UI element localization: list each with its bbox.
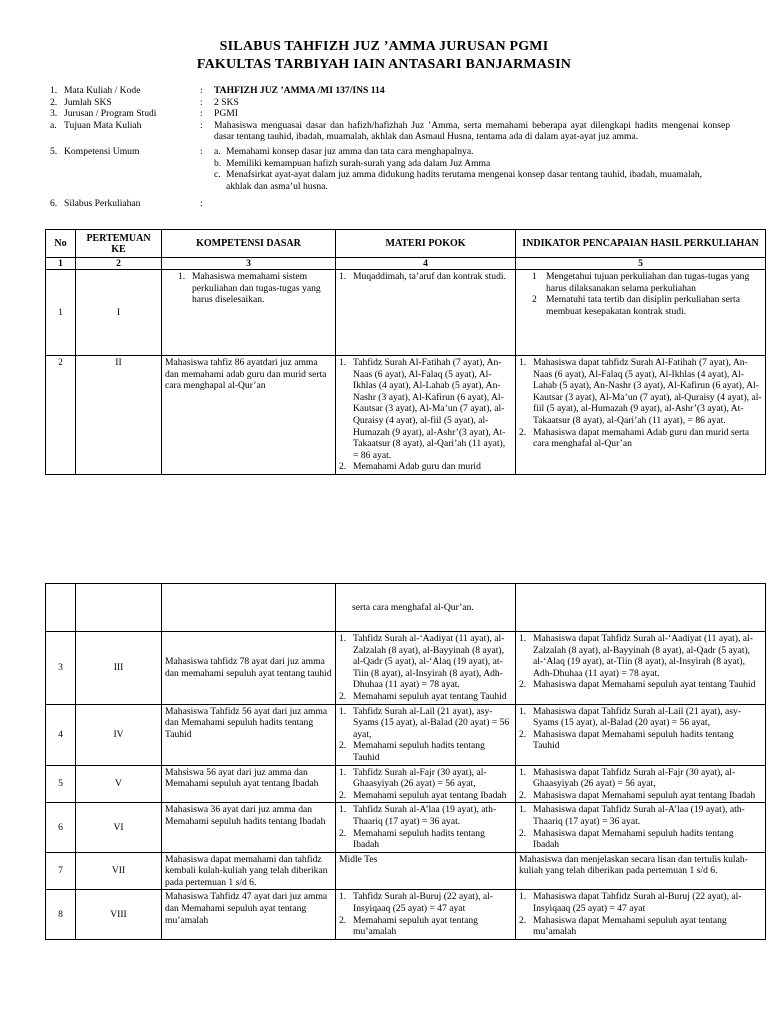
table-row: 6 VI Mahasiswa 36 ayat dari juz amma dan Memahami sepuluh hadits tentang Ibadah 1. Tahfidz Surah al-A’laa (19 ayat), ath-Thaariq (17 ayat) = 36 ayat. 2. Memahami sepuluh hadits tentang Ibadah 1. Mahasiswa dapat Tahfidz Surah al-A’laa (19 ayat), ath-Thaariq (17 ayat) = 36 ayat. 2. Mahasiswa dapat Memahami sepuluh hadits tentang Ibadah [46,803,766,852]
list-item: 2. Mahasiswa dapat memahami Adab guru dan murid serta cara menghafal al-Qur’an [519,426,750,450]
materi-list [339,633,512,703]
materi-list [339,804,512,850]
header-kompetensi: KOMPETENSI DASAR [162,230,336,258]
materi-list [339,767,512,802]
list-item: 2. Memahami sepuluh ayat tentang Tauhid [339,690,507,702]
course-code: TAHFIZH JUZ ’AMMA /MI 137/INS 114 [214,85,385,96]
list-item: a. Memahami konsep dasar juz amma dan tata cara menghapalnya. [214,145,474,157]
table-row: 8 VIII Mahasiswa Tahfidz 47 ayat dari juz amma dan Memahami sepuluh ayat tentang mu’amalah 1. Tahfidz Surah al-Buruj (22 ayat), al-Insyiqaaq (25 ayat) = 47 ayat 2. Memahami sepuluh ayat tentang mu’amalah 1. Mahasiswa dapat Tahfidz Surah al-Buruj (22 ayat), al-Insyiqaaq (25 ayat) = 47 ayat 2. Mahasiswa dapat Memahami sepuluh ayat tentang mu’amalah [46,890,766,939]
list-item: 2. Memahami sepuluh ayat tentang Ibadah [339,789,507,801]
list-item: 1. Tahfidz Surah al-A’laa (19 ayat), ath-Thaariq (17 ayat) = 36 ayat. [339,804,497,827]
indikator-list [519,633,762,691]
materi-list [339,357,512,473]
list-item: 2. Mahasiswa dapat Memahami sepuluh ayat tentang Ibadah [519,789,756,801]
materi-list [339,271,512,283]
list-item: 1. Tahfidz Surah Al-Fatihah (7 ayat), An-Naas (6 ayat), Al-Falaq (5 ayat), Al-Ikhlas (4 ayat), Al-Lahab (5 ayat), An-Nashr (3 ayat), Al-Kafirun (6 ayat), Al-Kautsar (3 ayat), Al-Ma’un (7 ayat), al-Quraisy (4 ayat), al-fiil (5 ayat), al-Humazah (9 ayat), al-Ashr’(3 ayat), At-Takaatsur (8 ayat), al-Qari’ah (11 ayat), = 86 ayat. [339,357,506,461]
list-item: c. Menafsirkat ayat-ayat dalam juz amma didukung hadits terutama mengenai konsep dasar tentang tauhid, ibadah, muamalah, akhlak dan asma’ul husna. [214,169,703,192]
info-tujuan: a. Tujuan Mata Kuliah : Mahasiswa menguasai dasar dan hafizh/hafizhah Juz ’Amma, serta memahami beberapa ayat dilengkapi hadits mengenai konsep dasar tentang tauhid, ibadah, muamalah, akhlak dan Asmaul Husna, tentama ada di dalam ayat-ayat juz amma. [50,119,730,143]
list-item: 1. Mahasiswa dapat Tahfidz Surah al-Buruj (22 ayat), al-Insyiqaaq (25 ayat) = 47 ayat [519,891,742,915]
list-item: 2. Memahami sepuluh hadits tentang Tauhid [339,740,485,763]
info-mata-kuliah: 1. Mata Kuliah / Kode : TAHFIZH JUZ ’AMMA /MI 137/INS 114 [50,85,730,97]
table-row: 5 V Mahsiswa 56 ayat dari juz amma dan Memahami sepuluh ayat tentang Ibadah 1. Tahfidz Surah al-Fajr (30 ayat), al-Ghaasyiyah (26 ayat) = 56 ayat, 2. Memahami sepuluh ayat tentang Ibadah 1. Mahasiswa dapat Tahfidz Surah al-Fajr (30 ayat), al-Ghaasyiyah (26 ayat) = 56 ayat, 2. Mahasiswa dapat Memahami sepuluh ayat tentang Ibadah [46,765,766,803]
list-item: 1. Mahasiswa dapat Tahfidz Surah al-Lail (21 ayat), asy-Syams (15 ayat), al-Balad (20 ayat) = 56 ayat, [519,705,742,729]
document-subtitle: FAKULTAS TARBIYAH IAIN ANTASARI BANJARMASIN [196,57,572,72]
indikator-list [519,891,762,937]
table-row: 4 IV Mahasiswa Tahfidz 56 ayat dari juz amma dan Memahami sepuluh hadits tentang Tauhid 1. Tahfidz Surah al-Lail (21 ayat), asy-Syams (15 ayat), al-Balad (20 ayat) = 56 ayat, 2. Memahami sepuluh hadits tentang Tauhid 1. Mahasiswa dapat Tahfidz Surah al-Lail (21 ayat), asy-Syams (15 ayat), al-Balad (20 ayat) = 56 ayat, 2. Mahasiswa dapat Memahami sepuluh hadits tentang Tauhid [46,704,766,765]
list-item: 1. Mahasiswa dapat Tahfidz Surah al-A’laa (19 ayat), ath-Thaariq (17 ayat) = 36 ayat. [519,804,745,827]
table-row: 7 VII Mahasiswa dapat memahami dan tahfidz kembali kulah-kuliah yang telah diberikan pada pertemuan 1 s/d 6. Midle Tes Mahasiswa dan menjelaskan secara lisan dan tertulis kulah-kuliah yang telah diberikan pada pertemuan 1 s/d 6. [46,852,766,890]
table-row: serta cara menghafal al-Qur’an. [46,584,766,632]
column-number-row: 1 2 3 4 5 [46,258,766,270]
header-pertemuan: PERTEMUAN KE [76,230,162,258]
info-kompetensi: 5. Kompetensi Umum : a. Memahami konsep dasar juz amma dan tata cara menghapalnya. b. Memiliki kemampuan hafizh surah-surah yang ada dalam Juz Amma c. Menafsirkat ayat-ayat dalam juz amma didukung hadits terutama mengenai konsep dasar tentang tauhid, ibadah, muamalah, akhlak dan asma’ul husna. [50,146,730,192]
table-row: 3 III Mahasiswa tahfidz 78 ayat dari juz amma dan memahami sepuluh ayat tentang tauhid 1. Tahfidz Surah al-‘Aadiyat (11 ayat), al-Zalzalah (8 ayat), al-Bayyinah (8 ayat), al-Qadr (5 ayat), al-‘Alaq (19 ayat), at-Tiin (8 ayat), al-Insyirah (8 ayat), Adh-Dhuhaa (11 ayat) = 78 ayat. 2. Memahami sepuluh ayat tentang Tauhid 1. Mahasiswa dapat Tahfidz Surah al-‘Aadiyat (11 ayat), al-Zalzalah (8 ayat), al-Bayyinah (8 ayat), al-Qadr (5 ayat), al-‘Alaq (19 ayat), at-Tiin (8 ayat), al-Insyirah (8 ayat), Adh-Dhuhaa (11 ayat) = 78 ayat. 2. Mahasiswa dapat Memahami sepuluh ayat tentang Tauhid [46,632,766,705]
list-item: 1. Tahfidz Surah al-Buruj (22 ayat), al-Insyiqaaq (25 ayat) = 47 ayat [339,891,493,915]
indikator-list [519,357,762,450]
syllabus-table-page2 [45,583,766,940]
list-item: 1. Mahasiswa dapat Tahfidz Surah al-Fajr (30 ayat), al-Ghaasyiyah (26 ayat) = 56 ayat, [519,766,736,790]
header-materi: MATERI POKOK [336,230,516,258]
list-item: 1. Tahfidz Surah al-Fajr (30 ayat), al-Ghaasyiyah (26 ayat) = 56 ayat, [339,766,487,790]
list-item: 1. Tahfidz Surah al-Lail (21 ayat), asy-Syams (15 ayat), al-Balad (20 ayat) = 56 ayat, [339,705,510,740]
materi-list [339,706,512,764]
info-jurusan: 3. Jurusan / Program Studi : PGMI [50,108,238,120]
list-item: 2. Memahami Adab guru dan murid [339,461,481,473]
course-info [50,85,730,210]
indikator-list [519,767,762,802]
list-item: 1. Mahasiswa dapat Tahfidz Surah al-‘Aadiyat (11 ayat), al-Zalzalah (8 ayat), al-Bayyinah (8 ayat), al-Qadr (5 ayat), al-‘Alaq (19 ayat), at-Tiin (8 ayat), al-Insyirah (8 ayat), Adh-Dhuhaa (11 ayat) = 78 ayat. [519,633,753,679]
indikator-list [519,706,762,752]
indikator-list [532,271,762,317]
list-item: 2. Mahasiswa dapat Memahami sepuluh ayat tentang mu’amalah [519,914,727,938]
list-item: 2. Mahasiswa dapat Memahami sepuluh hadits tentang Tauhid [519,728,734,752]
list-item: 2. Memahami sepuluh ayat tentang mu’amalah [339,914,478,938]
materi-list [339,891,512,937]
list-item: 1 Mengetahui tujuan perkuliahan dan tugas-tugas yang harus dilaksanakan selama perkuliahan [532,271,750,294]
header-no: No [46,230,76,258]
list-item: 2 Mematuhi tata tertib dan disiplin perkuliahan serta membuat kesepakatan kontrak studi. [532,294,740,317]
list-item: b. Memiliki kemampuan hafizh surah-surah yang ada dalam Juz Amma [214,157,491,169]
indikator-list [519,804,762,850]
document-title: SILABUS TAHFIZH JUZ ’AMMA JURUSAN PGMI [219,39,549,54]
table-row: 2 II Mahasiswa tahfiz 86 ayatdari juz amma dan memahami adab guru dan murid serta cara menghapal al-Qur’an 1. Tahfidz Surah Al-Fatihah (7 ayat), An-Naas (6 ayat), Al-Falaq (5 ayat), Al-Ikhlas (4 ayat), Al-Lahab (5 ayat), An-Nashr (3 ayat), Al-Kafirun (6 ayat), Al-Kautsar (3 ayat), Al-Ma’un (7 ayat), al-Quraisy (4 ayat), al-fiil (5 ayat), al-Humazah (9 ayat), al-Ashr’(3 ayat), At-Takaatsur (8 ayat), al-Qari’ah (11 ayat), = 86 ayat. 2. Memahami Adab guru dan murid 1. Mahasiswa dapat tahfidz Surah Al-Fatihah (7 ayat), An-Naas (6 ayat), Al-Falaq (5 ayat), Al-Ikhlas (4 ayat), Al-Lahab (5 ayat), An-Nashr (3 ayat), Al-Kafirun (6 ayat), Al-Kautsar (3 ayat), Al-Ma’un (7 ayat), al-Quraisy (4 ayat), al-fiil (5 ayat), al-Humazah (9 ayat), al-Ashr’(3 ayat), At-Takaatsur (8 ayat), al-Qari’ah (11 ayat), = 86 ayat. 2. Mahasiswa dapat memahami Adab guru dan murid serta cara menghafal al-Qur’an [46,356,766,475]
list-item: 1. Tahfidz Surah al-‘Aadiyat (11 ayat), al-Zalzalah (8 ayat), al-Bayyinah (8 ayat), al-Qadr (5 ayat), al-‘Alaq (19 ayat), at-Tiin (8 ayat), al-Insyirah (8 ayat), Adh-Dhuhaa (11 ayat) = 78 ayat. [339,633,505,691]
list-item: 1. Mahasiswa dapat tahfidz Surah Al-Fatihah (7 ayat), An-Naas (6 ayat), Al-Falaq (5 ayat), Al-Ikhlas (4 ayat), Al-Lahab (5 ayat), An-Nashr (3 ayat), Al-Kafirun (6 ayat), Al-Kautsar (3 ayat), Al-Ma’un (7 ayat), al-Quraisy (4 ayat), al-fiil (5 ayat), al-Humazah (9 ayat), al-Ashr’(3 ayat), At-Takaatsur (8 ayat), al-Qari’ah (11 ayat), = 86 ayat. [519,357,762,426]
list-item: 2. Mahasiswa dapat Memahami sepuluh ayat tentang Tauhid [519,679,756,691]
info-jumlah-sks: 2. Jumlah SKS : 2 SKS [50,96,239,108]
kompetensi-list [178,271,332,306]
list-item: 1. Mahasiswa memahami sistem perkuliahan dan tugas-tugas yang harus diselesaikan. [178,271,321,306]
info-silabus: 6. Silabus Perkuliahan : [50,198,203,210]
header-indikator: INDIKATOR PENCAPAIAN HASIL PERKULIAHAN [516,230,766,258]
syllabus-table-page1 [45,229,766,475]
table-header-row [46,230,766,258]
list-item: 1. Muqaddimah, ta’aruf dan kontrak studi. [339,271,506,282]
table-row: 1 I 1. Mahasiswa memahami sistem perkuliahan dan tugas-tugas yang harus diselesaikan. 1. Muqaddimah, ta’aruf dan kontrak studi. 1 Mengetahui tujuan perkuliahan dan tugas-tugas yang harus dilaksanakan selama perkuliahan 2 Mematuhi tata tertib dan disiplin perkuliahan serta membuat kesepakatan kontrak studi. [46,270,766,356]
kompetensi-list [214,146,730,192]
list-item: 2. Mahasiswa dapat Memahami sepuluh hadits tentang Ibadah [519,827,734,851]
list-item: 2. Memahami sepuluh hadits tentang Ibadah [339,827,485,851]
